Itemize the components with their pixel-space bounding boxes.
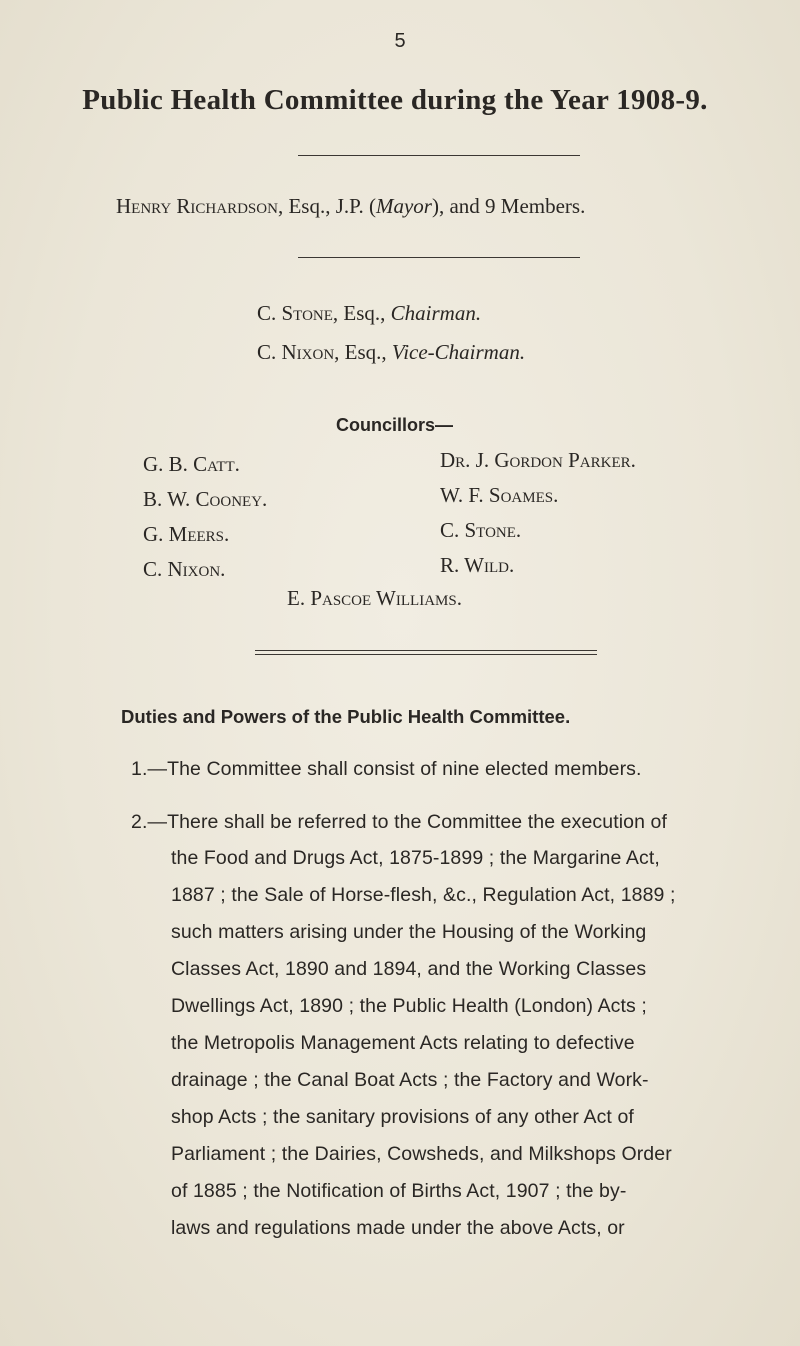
duties-heading: Duties and Powers of the Public Health Committee. (121, 706, 571, 727)
divider-rule (298, 155, 580, 156)
membership-detail: , Esq., J.P. ( (277, 194, 376, 218)
councillor-right-1: Dr. J. Gordon Parker. (440, 448, 636, 472)
councillor-right-2: W. F. Soames. (440, 483, 559, 507)
paragraph-2-line-8: drainage ; the Canal Boat Acts ; the Factory and Work- (171, 1069, 649, 1091)
chairman-line (257, 301, 481, 326)
paragraph-1: 1.—The Committee shall consist of nine elected members. (131, 758, 642, 780)
councillor-last: E. Pascoe Williams. (287, 586, 462, 610)
page-title: Public Health Committee during the Year 1908-9. (82, 84, 708, 116)
paragraph-2-line-7: the Metropolis Management Acts relating to defective (171, 1032, 635, 1054)
paragraph-2-line-6: Dwellings Act, 1890 ; the Public Health (London) Acts ; (171, 995, 647, 1017)
paragraph-2-line-10: Parliament ; the Dairies, Cowsheds, and Milkshops Order (171, 1143, 672, 1165)
vice-chairman-line (257, 340, 525, 365)
councillor-right-4: R. Wild. (440, 553, 515, 577)
paragraph-2-line-9: shop Acts ; the sanitary provisions of any other Act of (171, 1106, 634, 1128)
paragraph-2-line-11: of 1885 ; the Notification of Births Act, 1907 ; the by- (171, 1180, 627, 1202)
paragraph-2-line-12: laws and regulations made under the above Acts, or (171, 1217, 625, 1239)
vice-chairman-role: Vice-Chairman. (391, 340, 526, 364)
mayor-name: Henry Richardson (116, 194, 278, 218)
membership-line (116, 194, 585, 219)
councillor-left-1: G. B. Catt. (143, 452, 240, 476)
councillor-left-4: C. Nixon. (143, 557, 226, 581)
paragraph-2-line-4: such matters arising under the Housing of the Working (171, 921, 647, 943)
chairman-esq: , Esq., (332, 301, 391, 325)
mayor-title: Mayor (375, 194, 432, 218)
page-number: 5 (394, 30, 406, 52)
councillor-left-3: G. Meers. (143, 522, 230, 546)
membership-count: ), and 9 Members. (431, 194, 586, 218)
paragraph-2-line-5: Classes Act, 1890 and 1894, and the Working Classes (171, 958, 647, 980)
paragraph-2-line-2: the Food and Drugs Act, 1875-1899 ; the Margarine Act, (171, 847, 660, 869)
councillors-heading: Councillors— (336, 415, 454, 435)
chairman-name: C. Stone (257, 301, 333, 325)
vice-chairman-esq: , Esq., (334, 340, 392, 364)
divider-rule (298, 257, 580, 258)
vice-chairman-name: C. Nixon (257, 340, 335, 364)
paragraph-2-line-1: 2.—There shall be referred to the Committee the execution of (131, 811, 668, 833)
chairman-role: Chairman. (390, 301, 482, 325)
paragraph-2-line-3: 1887 ; the Sale of Horse-flesh, &c., Regulation Act, 1889 ; (171, 884, 676, 906)
councillor-right-3: C. Stone. (440, 518, 522, 542)
double-divider-rule (255, 650, 597, 655)
councillor-left-2: B. W. Cooney. (143, 487, 268, 511)
